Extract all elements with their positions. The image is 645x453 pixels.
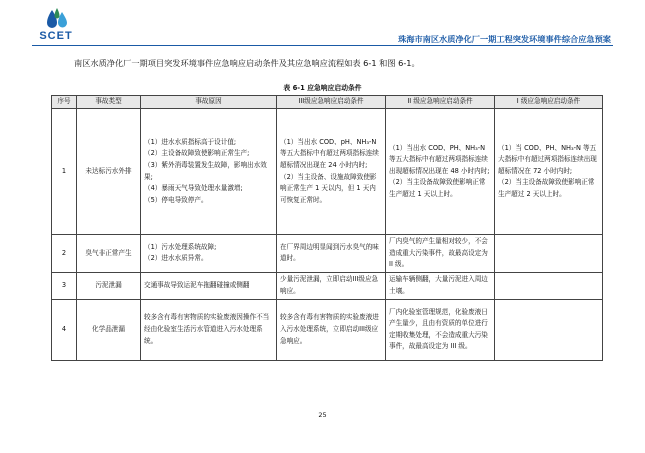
column-header: II 级应急响应启动条件 — [386, 96, 495, 109]
intro-paragraph: 南区水质净化厂一期项目突发环境事件应急响应启动条件及其应急响应流程如表 6-1 和图 6-1。 — [74, 58, 420, 68]
incident-cause — [141, 235, 277, 273]
table-caption: 表 6-1 应急响应启动条件 — [283, 84, 362, 92]
cause-line: （3）紫外消毒装置发生故障，影响出水效果; — [144, 160, 267, 181]
column-header: 序号 — [52, 96, 77, 109]
cause-line: （2）进水水质异常。 — [144, 254, 208, 263]
level1-condition — [495, 299, 603, 360]
level3-condition: 较多含有毒有害物质的实验废液进入污水处理系统，立即启动III级应急响应。 — [277, 299, 386, 360]
table-row — [52, 109, 603, 235]
row-number: 2 — [52, 235, 77, 273]
page-number: 25 — [318, 411, 327, 419]
cause-line: （5）停电导致停产。 — [144, 195, 208, 204]
incident-type: 臭气非正常产生 — [77, 235, 141, 273]
cause-line: （2）主设备故障致使影响正常生产; — [144, 149, 250, 158]
cause-line: （4）暴雨天气导致处理水量激增; — [144, 184, 243, 193]
column-header: I 级应急响应启动条件 — [495, 96, 603, 109]
header-rule — [32, 45, 613, 46]
table-header-row — [52, 96, 603, 109]
incident-cause: 较多含有毒有害物质的实验废液因操作不当经由化验室生活污水管道进入污水处理系统。 — [141, 299, 277, 360]
level1-condition — [495, 272, 603, 299]
level2-condition — [386, 109, 495, 235]
level1-condition — [495, 109, 603, 235]
logo-drops-icon — [44, 8, 70, 30]
condition-line: （2）当主设备故障致使影响正常生产超过 2 天以上时。 — [498, 178, 595, 198]
row-number: 4 — [52, 299, 77, 360]
incident-type: 污泥泄漏 — [77, 272, 141, 299]
condition-line: （2）当主设备故障致使影响正常生产超过 1 天以上时。 — [389, 178, 486, 198]
level3-condition: 少量污泥泄漏，立即启动III级应急响应。 — [277, 272, 386, 299]
cause-line: （1）进水水质指标高于设计值; — [144, 137, 237, 146]
condition-line: （1）当出水 COD、PH、NH₃-N 等五大指标中有超过两项指标连续出现超标情况出现在 48 小时内时; — [389, 143, 490, 175]
level1-condition — [495, 235, 603, 273]
condition-line: （2）当主设备、设施故障致使影响正常生产 1 天以内，但 1 天内可恢复正常时。 — [280, 172, 377, 204]
logo-text: SCET — [39, 30, 73, 42]
column-header: 事故原因 — [141, 96, 277, 109]
cause-line: （1）污水处理系统故障; — [144, 242, 217, 251]
incident-type: 化学品泄漏 — [77, 299, 141, 360]
document-title: 珠海市南区水质净化厂一期工程突发环境事件综合应急预案 — [398, 34, 611, 44]
table-row — [52, 299, 603, 360]
level3-condition: 在厂界周边明显闻到污水臭气的味道时。 — [277, 235, 386, 273]
incident-cause: 交通事故导致运泥车拖翻碰撞或侧翻 — [141, 272, 277, 299]
table-row — [52, 235, 603, 273]
scet-logo — [32, 8, 80, 44]
level2-condition: 厂内化验室管理规范，化验废液日产生量少，且由有资质的单位进行定期收集处理，不会造成重大污染事件，故最高设定为 III 级。 — [386, 299, 495, 360]
incident-cause — [141, 109, 277, 235]
condition-line: （1）当 COD、PH、NH₃-N 等五大指标中有超过两项指标连续出现超标情况在 72 小时内时; — [498, 143, 597, 175]
column-header: 事故类型 — [77, 96, 141, 109]
level2-condition: 运输车辆侧翻，大量污泥进入周边土壤。 — [386, 272, 495, 299]
level2-condition: 厂内臭气的产生量相对较少，不会造成重大污染事件，故最高设定为 II 级。 — [386, 235, 495, 273]
column-header: III级应急响应启动条件 — [277, 96, 386, 109]
row-number: 3 — [52, 272, 77, 299]
incident-type: 未达标污水外排 — [77, 109, 141, 235]
row-number: 1 — [52, 109, 77, 235]
condition-line: （1）当出水 COD、pH、NH₃-N 等五大指标中有超过两项指标连续超标情况出现在 24 小时内时; — [280, 137, 379, 169]
table-row — [52, 272, 603, 299]
level3-condition — [277, 109, 386, 235]
response-conditions-table — [51, 95, 603, 361]
